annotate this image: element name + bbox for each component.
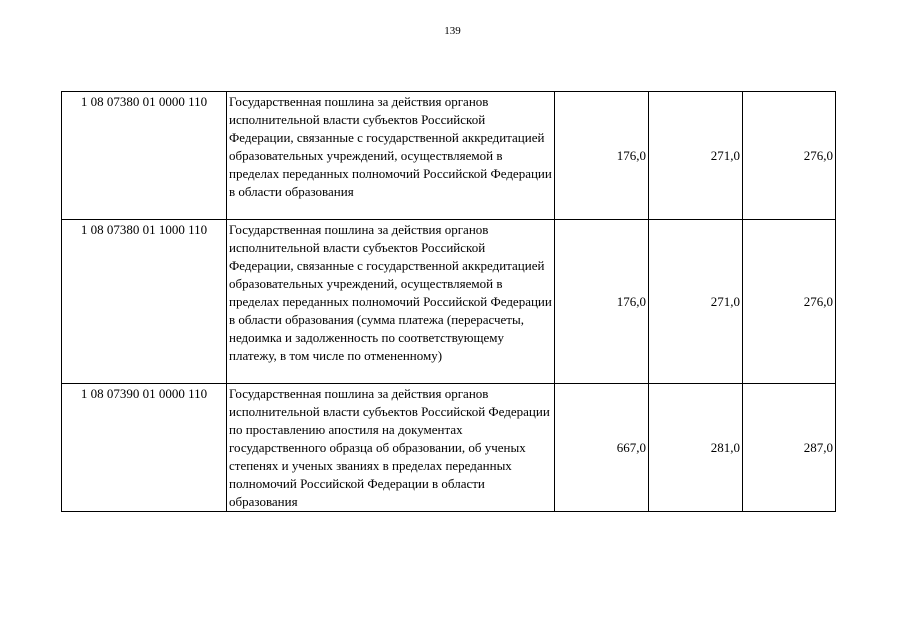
budget-table: [61, 91, 836, 512]
page-number: 139: [444, 25, 461, 37]
table-row: [62, 384, 836, 512]
value-year-1: 176,0: [555, 220, 649, 384]
table-row: [62, 220, 836, 384]
revenue-description: Государственная пошлина за действия органов исполнительной власти субъектов Российской Федерации, связанные с государственной аккредитацией образовательных учреждений, осуществляемой в пределах переданных полномочий Российской Федерации в области образования (сумма платежа (перерасчеты, недоимка и задолженность по соответствующему платежу, в том числе по отмененному): [227, 220, 555, 384]
value-year-2: 271,0: [649, 92, 743, 220]
revenue-description: Государственная пошлина за действия органов исполнительной власти субъектов Российской Федерации по проставлению апостиля на документах государственного образца об образовании, об ученых степенях и ученых званиях в пределах переданных полномочий Российской Федерации в области образования: [227, 384, 555, 512]
value-year-1: 176,0: [555, 92, 649, 220]
revenue-code: 1 08 07380 01 0000 110: [62, 92, 227, 220]
table-row: [62, 92, 836, 220]
value-year-3: 276,0: [743, 92, 836, 220]
revenue-code: 1 08 07380 01 1000 110: [62, 220, 227, 384]
revenue-description: Государственная пошлина за действия органов исполнительной власти субъектов Российской Федерации, связанные с государственной аккредитацией образовательных учреждений, осуществляемой в пределах переданных полномочий Российской Федерации в области образования: [227, 92, 555, 220]
value-year-3: 276,0: [743, 220, 836, 384]
value-year-2: 281,0: [649, 384, 743, 512]
value-year-3: 287,0: [743, 384, 836, 512]
value-year-2: 271,0: [649, 220, 743, 384]
value-year-1: 667,0: [555, 384, 649, 512]
revenue-code: 1 08 07390 01 0000 110: [62, 384, 227, 512]
